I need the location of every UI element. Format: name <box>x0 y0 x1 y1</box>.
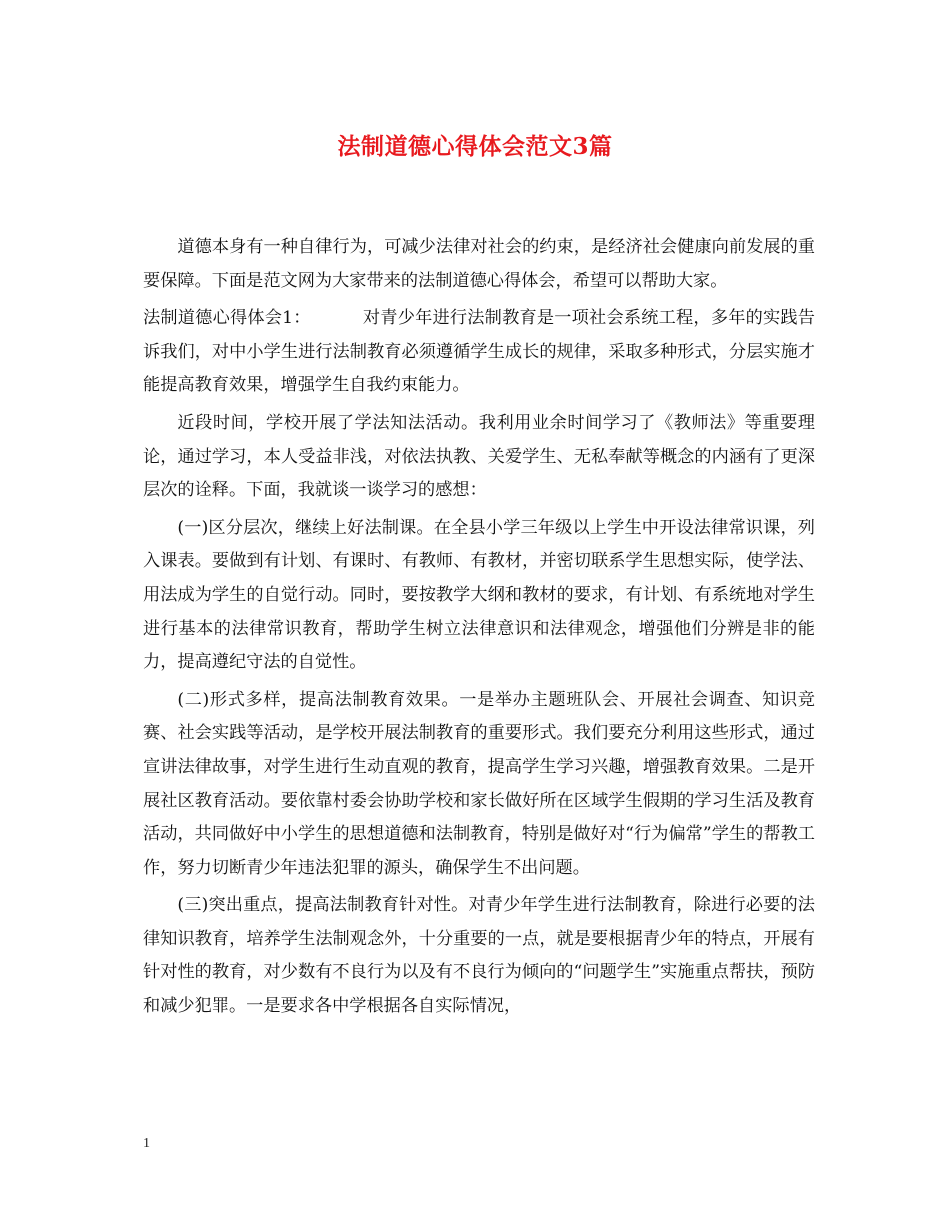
document-title: 法制道德心得体会范文3篇 <box>337 133 613 160</box>
experience-1-label: 法制道德心得体会1： <box>143 308 311 329</box>
page-number: 1 <box>143 1136 150 1151</box>
paragraph-intro: 道德本身有一种自律行为，可减少法律对社会的约束，是经济社会健康向前发展的重要保障。下面是范文网为大家带来的法制道德心得体会，希望可以帮助大家。 <box>143 237 815 291</box>
document-body <box>143 231 815 1028</box>
experience-1-text: 对青少年进行法制教育是一项社会系统工程，多年的实践告诉我们，对中小学生进行法制教育必须遵循学生成长的规律，采取多种形式，分层实施才能提高教育效果，增强学生自我约束能力。 <box>143 308 815 396</box>
paragraph-section-1: (一)区分层次，继续上好法制课。在全县小学三年级以上学生中开设法律常识课，列入课表。要做到有计划、有课时、有教师、有教材，并密切联系学生思想实际，使学法、用法成为学生的自觉行动。同时，要按教学大纲和教材的要求，有计划、有系统地对学生进行基本的法律常识教育，帮助学生树立法律意识和法律观念，增强他们分辨是非的能力，提高遵纪守法的自觉性。 <box>143 517 815 673</box>
paragraph-experience-1 <box>143 302 815 403</box>
paragraph-section-3: (三)突出重点，提高法制教育针对性。对青少年学生进行法制教育，除进行必要的法律知识教育，培养学生法制观念外，十分重要的一点，就是要根据青少年的特点，开展有针对性的教育，对少数有不良行为以及有不良行为倾向的“问题学生”实施重点帮扶，预防和减少犯罪。一是要求各中学根据各自实际情况， <box>143 895 815 1017</box>
paragraph-study-activity: 近段时间，学校开展了学法知法活动。我利用业余时间学习了《教师法》等重要理论，通过学习，本人受益非浅，对依法执教、关爱学生、无私奉献等概念的内涵有了更深层次的诠释。下面，我就谈一谈学习的感想： <box>143 412 815 501</box>
paragraph-section-2: (二)形式多样，提高法制教育效果。一是举办主题班队会、开展社会调查、知识竞赛、社会实践等活动，是学校开展法制教育的重要形式。我们要充分利用这些形式，通过宣讲法律故事，对学生进行生动直观的教育，提高学生学习兴趣，增强教育效果。二是开展社区教育活动。要依靠村委会协助学校和家长做好所在区域学生假期的学习生活及教育活动，共同做好中小学生的思想道德和法制教育，特别是做好对“行为偏常”学生的帮教工作，努力切断青少年违法犯罪的源头，确保学生不出问题。 <box>143 689 815 878</box>
